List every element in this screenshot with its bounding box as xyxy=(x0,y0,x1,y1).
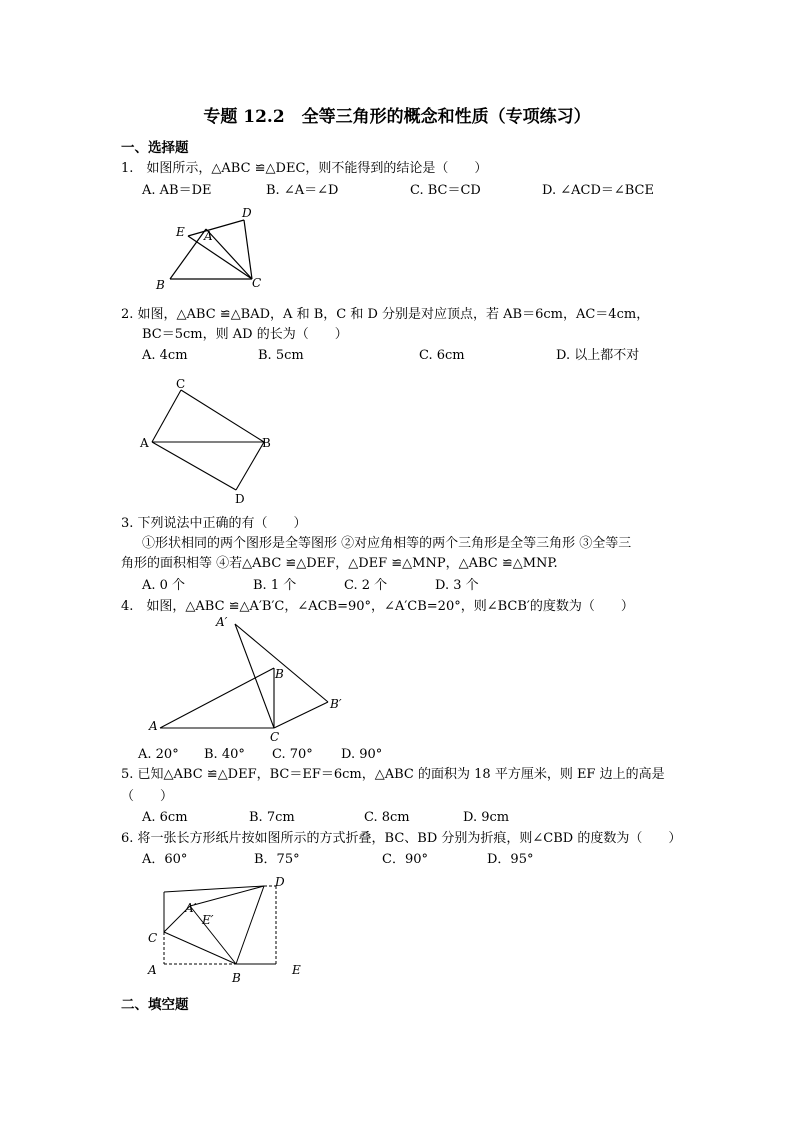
q6-label-e: E xyxy=(292,963,301,977)
question-3-option-d: D. 3 个 xyxy=(435,578,479,593)
question-2-option-b: B. 5cm xyxy=(258,348,304,363)
q6-label-a-prime: A′ xyxy=(185,901,197,915)
question-5-line-2: （ ） xyxy=(121,789,174,804)
q1-label-d: D xyxy=(242,206,252,220)
question-1-option-a: A. AB＝DE xyxy=(142,183,212,198)
q2-label-b: B xyxy=(262,436,271,450)
question-3-option-c: C. 2 个 xyxy=(344,578,388,593)
question-6-option-d: D．95° xyxy=(487,852,534,867)
question-2-option-d: D. 以上都不对 xyxy=(556,348,640,363)
question-4-option-b: B. 40° xyxy=(204,747,245,762)
question-2-line-1: 2. 如图，△ABC ≌△BAD，A 和 B，C 和 D 分别是对应顶点，若 AB＝6cm，AC＝4cm， xyxy=(121,307,650,322)
question-3-option-a: A. 0 个 xyxy=(142,578,186,593)
question-6-option-c: C．90° xyxy=(382,852,428,867)
question-5-option-a: A. 6cm xyxy=(142,810,188,825)
q4-label-c: C xyxy=(270,730,280,744)
question-1-option-c: C. BC＝CD xyxy=(410,183,481,198)
question-4-option-c: C. 70° xyxy=(272,747,313,762)
q4-label-a-prime: A′ xyxy=(216,615,228,629)
q4-label-b-prime: B′ xyxy=(330,697,342,711)
q2-label-d: D xyxy=(235,492,245,506)
question-1-option-d: D. ∠ACD＝∠BCE xyxy=(542,183,654,198)
question-4-option-d: D. 90° xyxy=(341,747,383,762)
question-6-stem: 6. 将一张长方形纸片按如图所示的方式折叠，BC、BD 分别为折痕，则∠CBD 的度数为（ ） xyxy=(121,831,682,846)
question-1-figure xyxy=(150,203,270,295)
page-title: 专题 12.2 全等三角形的概念和性质（专项练习） xyxy=(203,107,591,127)
question-3-line-2: ①形状相同的两个图形是全等图形 ②对应角相等的两个三角形是全等三角形 ③全等三 xyxy=(142,536,632,551)
section-heading-choice: 一、选择题 xyxy=(121,140,189,156)
q4-label-b: B xyxy=(275,667,284,681)
question-4-option-a: A. 20° xyxy=(138,747,179,762)
question-3-stem: 3. 下列说法中正确的有（ ） xyxy=(121,516,307,531)
q4-label-a: A xyxy=(149,719,158,733)
question-2-option-a: A. 4cm xyxy=(142,348,188,363)
q1-label-c: C xyxy=(252,276,262,290)
question-5-option-d: D. 9cm xyxy=(463,810,510,825)
q6-label-c: C xyxy=(148,931,158,945)
question-6-option-b: B．75° xyxy=(254,852,300,867)
q2-label-a: A xyxy=(140,436,149,450)
question-1-option-b: B. ∠A＝∠D xyxy=(266,183,339,198)
question-4-figure xyxy=(140,612,360,747)
q6-label-b: B xyxy=(232,971,241,985)
q1-label-a: A xyxy=(204,229,213,243)
q6-label-a: A xyxy=(148,963,157,977)
q1-label-e: E xyxy=(176,225,185,239)
question-5-line-1: 5. 已知△ABC ≌△DEF，BC＝EF＝6cm，△ABC 的面积为 18 平方厘米，则 EF 边上的高是 xyxy=(121,767,665,782)
question-2-line-2: BC＝5cm，则 AD 的长为（ ） xyxy=(142,327,348,342)
q6-label-e-prime: E′ xyxy=(202,913,214,927)
question-3-option-b: B. 1 个 xyxy=(253,578,297,593)
question-4-stem: 4. 如图，△ABC ≌△A′B′C，∠ACB=90°，∠A′CB=20°，则∠BCB′的度数为（ ） xyxy=(121,599,634,614)
question-1-stem: 1. 如图所示，△ABC ≌△DEC，则不能得到的结论是（ ） xyxy=(121,161,488,176)
q6-label-d: D xyxy=(275,875,285,889)
question-6-figure xyxy=(142,870,312,990)
section-heading-fill-in: 二、填空题 xyxy=(121,997,189,1013)
question-2-figure xyxy=(138,372,278,508)
question-3-line-3: 角形的面积相等 ④若△ABC ≌△DEF，△DEF ≌△MNP，△ABC ≌△MNP. xyxy=(121,556,558,571)
question-5-option-c: C. 8cm xyxy=(364,810,410,825)
question-6-option-a: A．60° xyxy=(142,852,188,867)
question-5-option-b: B. 7cm xyxy=(249,810,295,825)
q1-label-b: B xyxy=(156,278,165,292)
question-2-option-c: C. 6cm xyxy=(419,348,465,363)
q2-label-c: C xyxy=(176,377,186,391)
